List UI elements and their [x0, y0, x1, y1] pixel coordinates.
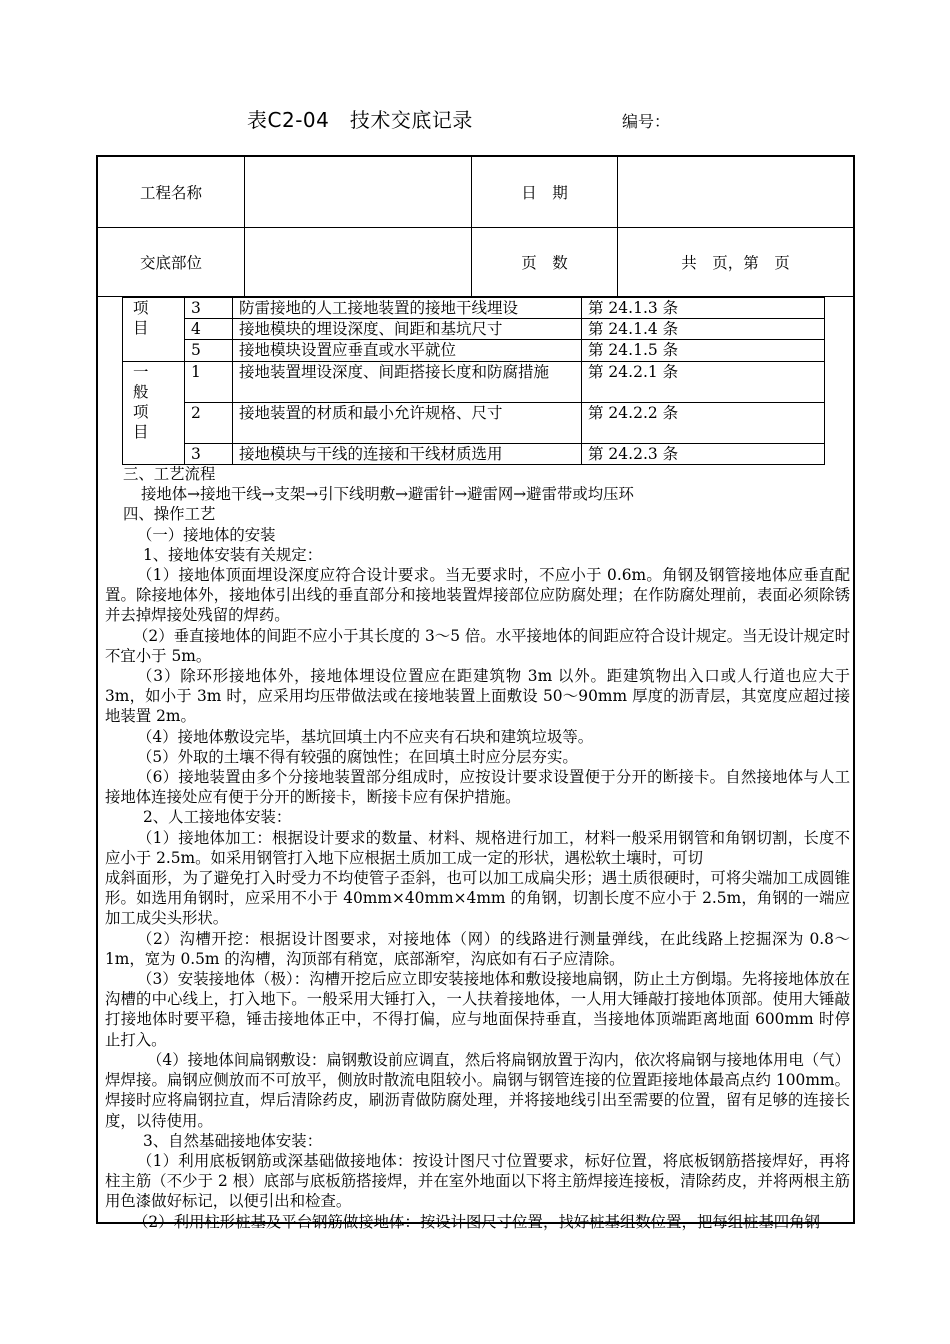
item-description: 接地装置埋设深度、间距搭接长度和防腐措施	[233, 362, 582, 403]
item-number: 5	[185, 340, 233, 362]
paragraph: （1）接地体加工：根据设计要求的数量、材料、规格进行加工，材料一般采用钢管和角钢切割，长度不应小于 2.5m。如采用钢管打入地下应根据土质加工成一定的形状，遇松软土壤时，可切	[105, 828, 850, 867]
group-char: 一	[133, 363, 149, 381]
item-number: 4	[185, 319, 233, 340]
pages-label: 页 数	[471, 227, 617, 296]
date-label: 日 期	[471, 157, 617, 227]
paragraph: （2）利用柱形桩基及平台钢筋做接地体：按设计图尺寸位置，找好桩基组数位置，把每组桩基四角钢	[133, 1212, 820, 1231]
info-row-part	[98, 227, 853, 297]
group-char: 般	[133, 383, 149, 401]
item-clause: 第 24.1.4 条	[582, 319, 825, 340]
section-heading: 三、工艺流程	[123, 465, 216, 483]
paragraph: （3）除环形接地体外，接地体埋设位置应在距建筑物 3m 以外。距建筑物出入口或人行道也应大于 3m，如小于 3m 时，应采用均压带做法或在接地装置上面敷设 50～90mm 厚度的沥青层，其宽度应超过接地装置 2m。	[105, 667, 850, 726]
item-clause: 第 24.1.3 条	[582, 298, 825, 319]
group-cell-main	[123, 298, 185, 362]
table-row	[123, 340, 825, 362]
item-clause: 第 24.2.3 条	[582, 444, 825, 465]
item-number: 3	[185, 444, 233, 465]
record-frame	[96, 155, 855, 1231]
paragraph: （6）接地装置由多个分接地装置部分组成时，应按设计要求设置便于分开的断接卡。自然接地体与人工接地体连接处应有便于分开的断接卡，断接卡应有保护措施。	[105, 768, 850, 807]
code-number-label: 编号：	[622, 112, 671, 131]
table-row	[123, 319, 825, 340]
procedure-body	[105, 464, 850, 1232]
handover-part-value[interactable]	[244, 227, 471, 296]
pages-value: 共 页，第 页	[617, 227, 853, 296]
paragraph: 成斜面形，为了避免打入时受力不均使管子歪斜，也可以加工成扁尖形；遇土质很硬时，可将尖端加工成圆锥形。如选用角钢时，应采用不小于 40mm×40mm×4mm 的角钢，切割长度不应小于 2.5m，角钢的一端应加工成尖头形状。	[105, 869, 850, 928]
paragraph: （5）外取的土壤不得有较强的腐蚀性；在回填土时应分层夯实。	[137, 747, 578, 766]
table-row	[123, 403, 825, 444]
project-name-value[interactable]	[244, 157, 471, 227]
paragraph: （4）接地体间扁钢敷设：扁钢敷设前应调直，然后将扁钢放置于沟内，依次将扁钢与接地体用电（气）焊焊接。扁钢应侧放而不可放平，侧放时散流电阻较小。扁钢与钢管连接的位置距接地体最高点约 100mm。焊接时应将扁钢拉直，焊后清除药皮，刷沥青做防腐处理，并将接地线引出至需要的位置，留有足够的连接长度，以待使用。	[105, 1050, 850, 1130]
table-row	[123, 298, 825, 319]
clause-heading: 2、人工接地体安装：	[143, 808, 292, 827]
section-heading: 四、操作工艺	[123, 505, 216, 524]
item-clause: 第 24.2.2 条	[582, 403, 825, 444]
item-number: 3	[185, 298, 233, 319]
item-number: 1	[185, 362, 233, 403]
table-row	[123, 444, 825, 465]
handover-part-label: 交底部位	[139, 253, 202, 272]
project-name-label: 工程名称	[139, 184, 202, 202]
group-char: 目	[133, 423, 149, 441]
paragraph: （2）垂直接地体的间距不应小于其长度的 3～5 倍。水平接地体的间距应符合设计规定。当无设计规定时不宜小于 5m。	[105, 626, 850, 665]
clause-heading: 3、自然基础接地体安装：	[143, 1131, 323, 1150]
group-cell-general	[123, 362, 185, 465]
item-description: 接地模块的埋设深度、间距和基坑尺寸	[233, 319, 582, 340]
table-row	[123, 362, 825, 403]
date-value[interactable]	[617, 157, 853, 227]
item-description: 接地模块与干线的连接和干线材质选用	[233, 444, 582, 465]
process-flow: 接地体→接地干线→支架→引下线明敷→避雷针→避雷网→避雷带或均压环	[141, 485, 634, 504]
info-row-project	[98, 157, 853, 228]
paragraph: （3）安装接地体（极）：沟槽开挖后应立即安装接地体和敷设接地扁钢，防止土方倒塌。先将接地体放在沟槽的中心线上，打入地下。一般采用大锤打入，一人扶着接地体，一人用大锤敲打接地体顶部。使用大锤敲打接地体时要平稳，锤击接地体正中，不得打偏，应与地面保持垂直，当接地体顶端距离地面 600mm 时停止打入。	[105, 970, 850, 1049]
group-char: 项	[133, 299, 149, 317]
item-description: 防雷接地的人工接地装置的接地干线埋设	[233, 298, 582, 319]
paragraph: （1）接地体顶面埋设深度应符合设计要求。当无要求时，不应小于 0.6m。角钢及钢管接地体应垂直配置。除接地体外，接地体引出线的垂直部分和接地装置焊接部位应防腐处理；在作防腐处理前，表面必须除锈并去掉焊接处残留的焊药。	[105, 566, 850, 625]
item-clause: 第 24.2.1 条	[582, 362, 825, 403]
document-title: 表C2-04 技术交底记录	[247, 108, 473, 132]
group-char: 目	[133, 319, 149, 337]
paragraph: （2）沟槽开挖：根据设计图要求，对接地体（网）的线路进行测量弹线，在此线路上挖掘深为 0.8～1m，宽为 0.5m 的沟槽，沟顶部有稍宽，底部渐窄，沟底如有石子应清除。	[105, 929, 850, 968]
item-description: 接地装置的材质和最小允许规格、尺寸	[233, 403, 582, 444]
clause-heading: 1、接地体安装有关规定：	[143, 545, 323, 564]
item-description: 接地模块设置应垂直或水平就位	[233, 340, 582, 362]
spec-table	[122, 297, 825, 465]
subsection-heading: （一）接地体的安装	[137, 525, 276, 544]
item-clause: 第 24.1.5 条	[582, 340, 825, 362]
paragraph: （1）利用底板钢筋或深基础做接地体：按设计图尺寸位置要求，标好位置，将底板钢筋搭接焊好，再将柱主筋（不少于 2 根）底部与底板筋搭接焊，并在室外地面以下将主筋焊接连接板，清除药皮，并将两根主筋用色漆做好标记，以便引出和检查。	[105, 1151, 850, 1211]
item-number: 2	[185, 403, 233, 444]
group-char: 项	[133, 403, 149, 421]
paragraph: （4）接地体敷设完毕，基坑回填土内不应夹有石块和建筑垃圾等。	[137, 727, 594, 746]
